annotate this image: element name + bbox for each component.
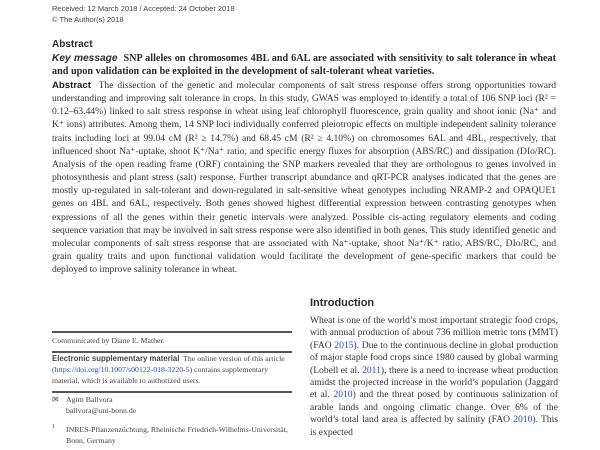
communicated-by: Communicated by Diane E. Mather. [52,336,165,345]
affiliation-number: 1 [52,424,55,430]
divider [52,331,292,333]
citation-link[interactable]: 2010 [333,389,353,401]
author-email[interactable]: ballvora@uni-bonn.de [66,406,137,415]
key-message [52,52,556,78]
copyright: © The Author(s) 2018 [52,15,124,24]
intro-text: Wheat is one of the world’s most important strategic food crops, with annual production of about 736 million metric tons (MMT) (FAO [310,315,558,351]
doi-link[interactable]: https://doi.org/10.1007/s00122-018-3220-5 [54,365,190,374]
citation-link[interactable]: 2010 [513,414,533,426]
esm-text-end: ) contains supplementary material, which is available to authorized users. [52,365,269,385]
author-name: Agim Ballvora [66,395,113,404]
introduction-text [310,315,558,439]
key-message-label: Key message [52,53,118,64]
intro-text: ). Due to the continuous decline in global production of major staple food crops since 1980 caused by global warming (Lobell et al. [310,339,558,376]
corresponding-author [52,394,292,416]
citation-link[interactable]: 2015 [334,339,354,351]
key-message-text: SNP alleles on chromosomes 4BL and 6AL are associated with sensitivity to salt tolerance in wheat and upon validation can be exploited in the development of salt-tolerant wheat varieties. [52,53,556,78]
abstract-body [52,79,556,276]
intro-text: ) and the threat posed by continuous salinization of arable lands and ongoing climatic change. Over 6% of the world’s total land area is affected by salinity (FAO [310,389,559,426]
affiliation [52,424,292,446]
envelope-icon: ✉ [52,395,59,404]
intro-text: ), there is a need to increase wheat production amidst the projected increase in the world’s population (Jaggard et al. [310,364,558,401]
esm-label: Electronic supplementary material [52,354,180,363]
abstract-label: Abstract [52,80,91,91]
abstract-heading: Abstract [52,39,93,50]
affiliation-text: INRES-Pflanzenzüchtung, Rheinische Friedrich-Wilhelms-Universität, Bonn, Germany [66,425,288,445]
introduction-heading: Introduction [310,297,375,309]
supplementary-material-note [52,353,292,386]
received-accepted-dates: Received: 12 March 2018 / Accepted: 24 October 2018 [52,4,235,13]
divider [52,391,292,393]
abstract-text: The dissection of the genetic and molecular components of salt stress response offers strong opportunities toward understanding and improving salt tolerance in crops. In this study, GWAS was employed to identify a total of 106 SNP loci (R² = 0.12–63.44%) linked to salt stress response in wheat using leaf chlorophyll fluorescence, grain quality and shoot ionic (Na⁺ and K⁺ ions) attributes. Among them, 14 SNP loci individually conferred pleiotropic effects on multiple independent salinity tolerance traits including loci at 99.04 cM (R² ≥ 14.7%) and 68.45 cM (R² ≥ 4.10%) on chromosomes 6AL and 4BL, respectively, that influenced shoot Na⁺-uptake, shoot K⁺/Na⁺ ratio, and specific energy fluxes for absorption (ABS/RC) and dissipation (DIo/RC). Analysis of the open reading frame (ORF) containing the SNP markers revealed that they are orthologous to genes involved in photosynthesis and plant stress (salt) response. Further transcript abundance and qRT-PCR analyses indicated that the genes are mostly up-regulated in salt-tolerant and down-regulated in salt-sensitive wheat genotypes including NRAMP-2 and OPAQUE1 genes on 4BL and 6AL, respectively. Both genes showed highest differential expression between contrasting genotypes when expressions of all the genes within their genetic intervals were analyzed. Possible cis-acting regulatory elements and coding sequence variation that may be involved in salt stress response were also identified in both genes. This study identified genetic and molecular components of salt stress response that are associated with Na⁺-uptake, shoot Na⁺/K⁺ ratio, ABS/RC, DIo/RC, and grain quality traits and upon functional validation would facilitate the development of gene-specific markers that could be deployed to improve salinity tolerance in wheat. [52,80,557,276]
esm-text: The online version of this article ( [52,354,285,374]
intro-text-end: ). This is expected [310,414,559,438]
citation-link[interactable]: 2011 [362,364,381,376]
